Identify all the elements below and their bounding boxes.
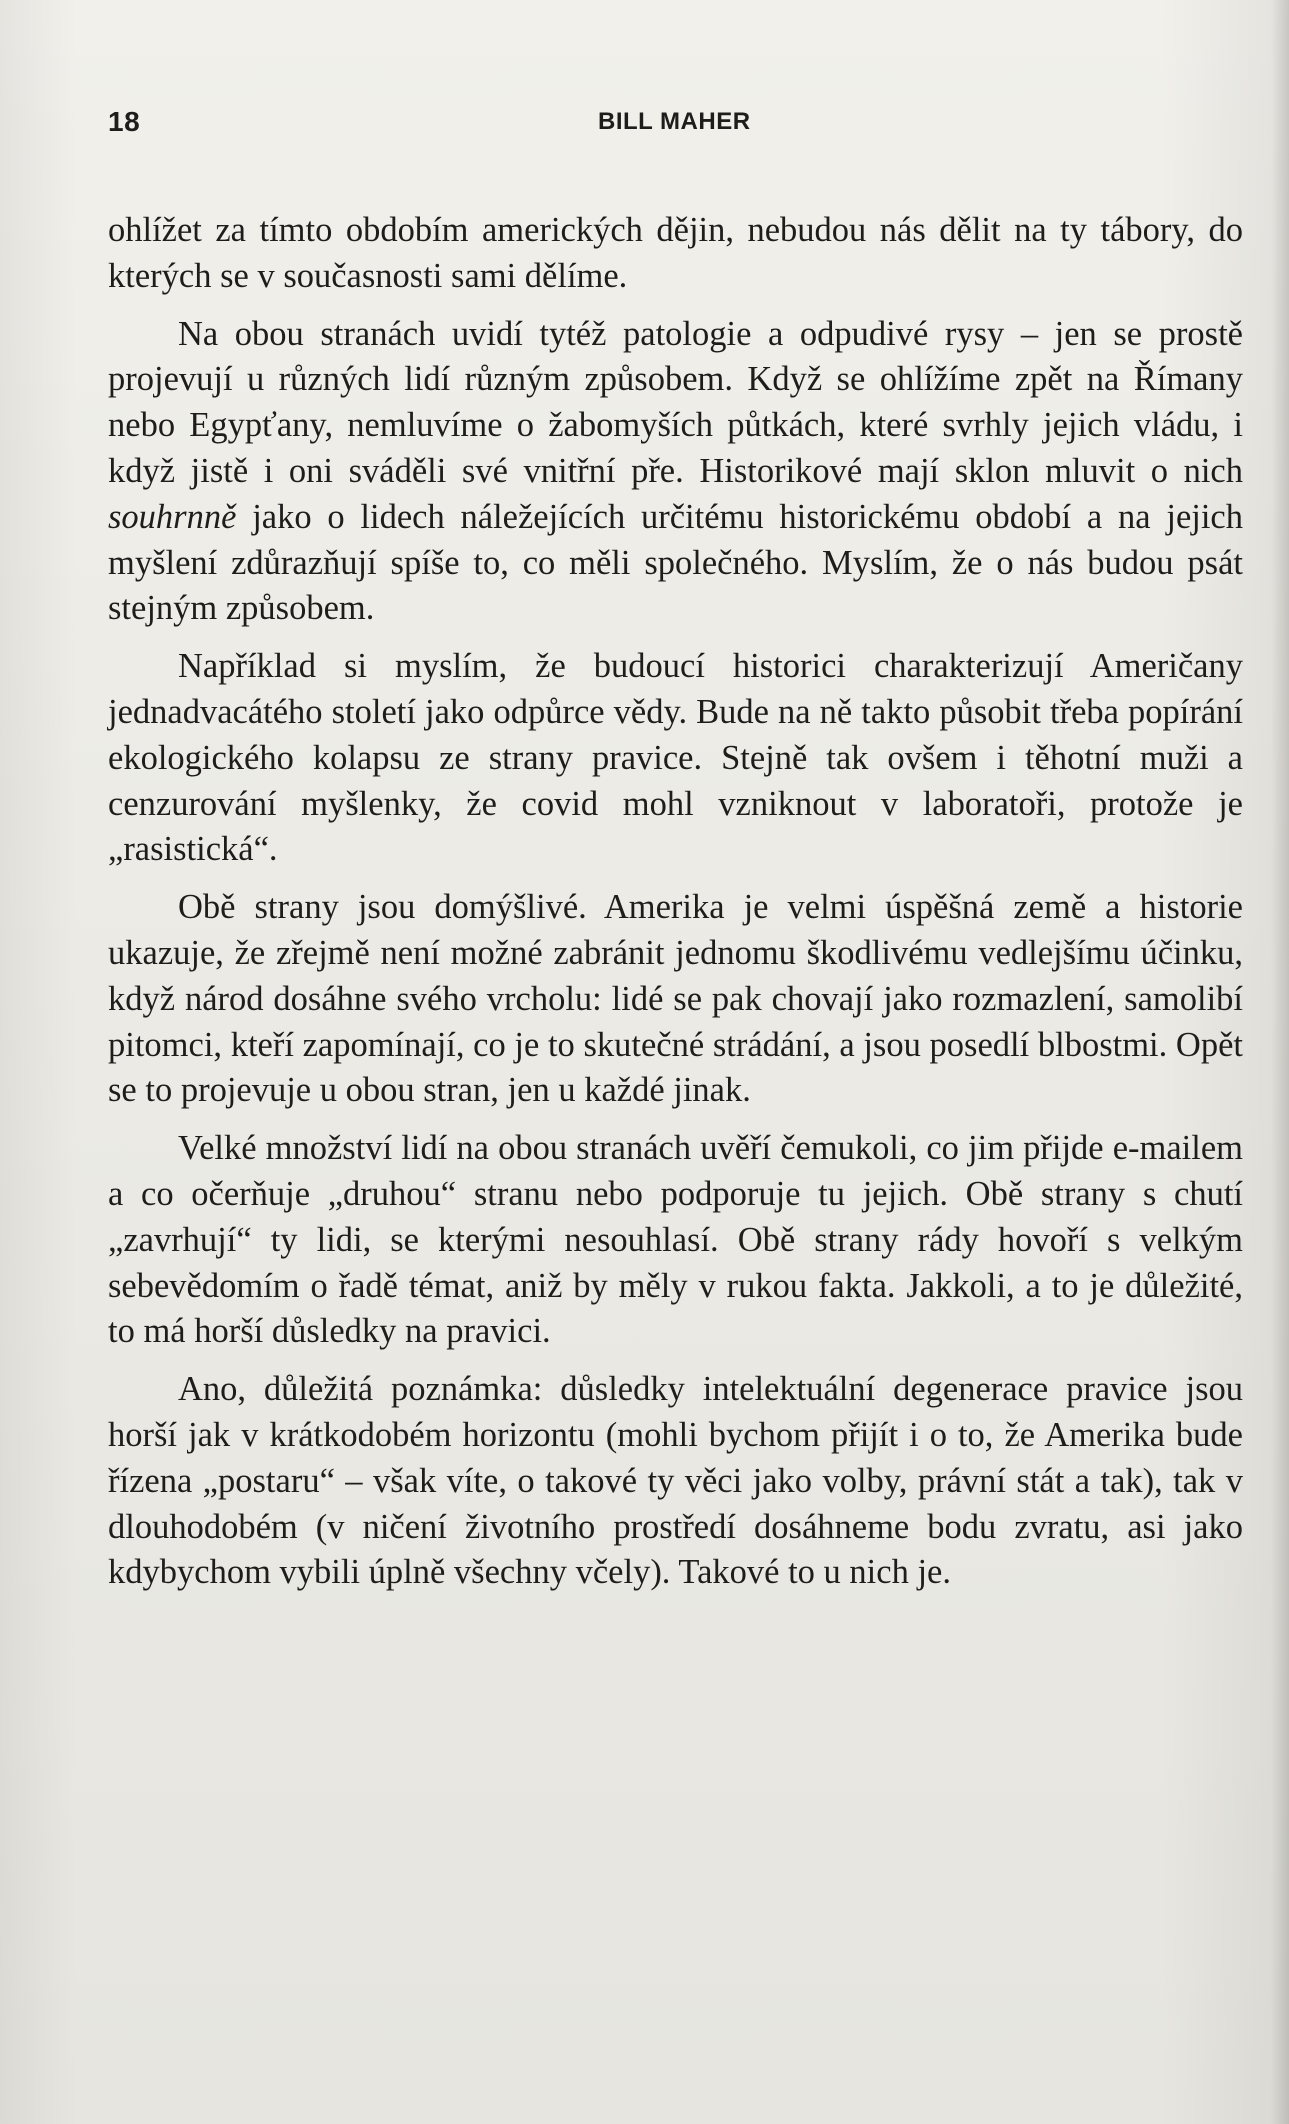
emphasis-souhrnne: souhrnně — [108, 497, 237, 536]
body-text — [108, 208, 1243, 1596]
paragraph-6: Ano, důležitá poznámka: důsledky intelektuální degenerace pravice jsou horší jak v krátkodobém horizontu (mohli bychom přijít i o to, že Amerika bude řízena „postaru“ – však víte, o takové ty věci jako volby, právní stát a tak), tak v dlouhodobém (v ničení životního prostředí dosáhneme bodu zvratu, asi jako kdybychom vybili úplně všechny včely). Takové to u nich je. — [108, 1370, 1243, 1592]
paragraph-2-text-b: jako o lidech náležejících určitému historickému období a na jejich myšlení zdůrazňují spíše to, co měli společného. Myslím, že o nás budou psát stejným způsobem. — [108, 497, 1243, 628]
paragraph-4: Obě strany jsou domýšlivé. Amerika je velmi úspěšná země a historie ukazuje, že zřejmě není možné zabránit jednomu škodlivému vedlejšímu účinku, když národ dosáhne svého vrcholu: lidé se pak chovají jako rozmazlení, samolibí pitomci, kteří zapomínají, co je to skutečné strádání, a jsou posedlí blbostmi. Opět se to projevuje u obou stran, jen u každé jinak. — [108, 888, 1243, 1110]
paragraph-1: ohlížet za tímto obdobím amerických dějin, nebudou nás dělit na ty tábory, do kterých se v současnosti sami dělíme. — [108, 211, 1243, 295]
running-head — [108, 106, 1238, 146]
paragraph-3: Například si myslím, že budoucí historici charakterizují Američany jednadvacátého století jako odpůrce vědy. Bude na ně takto působit třeba popírání ekologického kolapsu ze strany pravice. Stejně tak ovšem i těhotní muži a cenzurování myšlenky, že covid mohl vzniknout v laboratoři, protože je „rasistická“. — [108, 647, 1243, 869]
running-head-author: BILL MAHER — [598, 108, 751, 135]
paragraph-5: Velké množství lidí na obou stranách uvěří čemukoli, co jim přijde e-mailem a co očerňuje „druhou“ stranu nebo podporuje tu jejich. Obě strany s chutí „zavrhují“ ty lidi, se kterými nesouhlasí. Obě strany rády hovoří s velkým sebevědomím o řadě témat, aniž by měly v rukou fakta. Jakkoli, a to je důležité, to má horší důsledky na pravici. — [108, 1129, 1243, 1351]
page-number: 18 — [108, 106, 141, 137]
paragraph-2 — [108, 312, 1243, 633]
paragraph-2-text-a: Na obou stranách uvidí tytéž patologie a odpudivé rysy – jen se prostě projevují u různých lidí různým způsobem. Když se ohlížíme zpět na Římany nebo Egypťany, nemluvíme o žabomyších půtkách, které svrhly jejich vládu, i když jistě i oni sváděli své vnitřní pře. Historikové mají sklon mluvit o nich — [108, 314, 1243, 490]
